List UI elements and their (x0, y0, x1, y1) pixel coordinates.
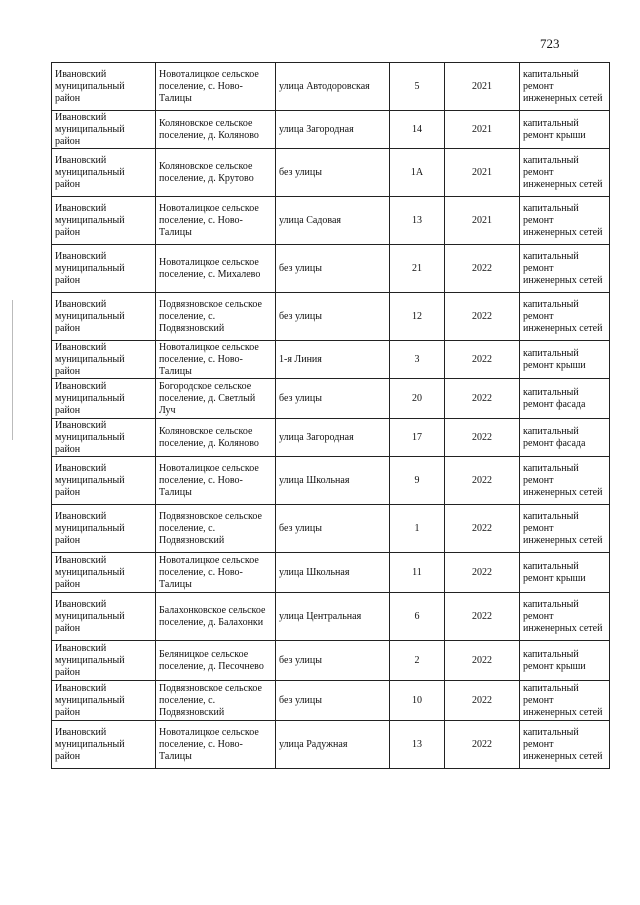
work-type-cell: капитальный ремонт крыши (520, 553, 610, 593)
year-cell: 2021 (445, 111, 520, 149)
work-type-cell: капитальный ремонт инженерных сетей (520, 293, 610, 341)
year-cell: 2022 (445, 681, 520, 721)
house-number-cell: 5 (390, 63, 445, 111)
street-cell: без улицы (276, 245, 390, 293)
district-cell: Ивановский муниципальный район (52, 111, 156, 149)
settlement-cell: Новоталицкое сельское поселение, с. Ново-Талицы (156, 457, 276, 505)
house-number-cell: 13 (390, 721, 445, 769)
work-type-cell: капитальный ремонт инженерных сетей (520, 681, 610, 721)
street-cell: без улицы (276, 505, 390, 553)
table-row (52, 681, 610, 721)
work-type-cell: капитальный ремонт инженерных сетей (520, 457, 610, 505)
work-type-cell: капитальный ремонт инженерных сетей (520, 149, 610, 197)
settlement-cell: Новоталицкое сельское поселение, с. Михалево (156, 245, 276, 293)
settlement-cell: Богородское сельское поселение, д. Светлый Луч (156, 379, 276, 419)
settlement-cell: Новоталицкое сельское поселение, с. Ново-Талицы (156, 63, 276, 111)
district-cell: Ивановский муниципальный район (52, 419, 156, 457)
year-cell: 2022 (445, 721, 520, 769)
year-cell: 2022 (445, 419, 520, 457)
street-cell: улица Загородная (276, 419, 390, 457)
street-cell: улица Садовая (276, 197, 390, 245)
settlement-cell: Новоталицкое сельское поселение, с. Ново-Талицы (156, 553, 276, 593)
year-cell: 2022 (445, 341, 520, 379)
work-type-cell: капитальный ремонт инженерных сетей (520, 245, 610, 293)
street-cell: без улицы (276, 293, 390, 341)
table-row (52, 341, 610, 379)
table-row (52, 721, 610, 769)
work-type-cell: капитальный ремонт фасада (520, 419, 610, 457)
table-row (52, 379, 610, 419)
house-number-cell: 1 (390, 505, 445, 553)
district-cell: Ивановский муниципальный район (52, 149, 156, 197)
year-cell: 2022 (445, 593, 520, 641)
district-cell: Ивановский муниципальный район (52, 553, 156, 593)
house-number-cell: 9 (390, 457, 445, 505)
year-cell: 2022 (445, 641, 520, 681)
street-cell: 1-я Линия (276, 341, 390, 379)
district-cell: Ивановский муниципальный район (52, 593, 156, 641)
page-number: 723 (540, 36, 560, 51)
table-row (52, 63, 610, 111)
year-cell: 2022 (445, 245, 520, 293)
year-cell: 2022 (445, 457, 520, 505)
district-cell: Ивановский муниципальный район (52, 341, 156, 379)
house-number-cell: 12 (390, 293, 445, 341)
district-cell: Ивановский муниципальный район (52, 245, 156, 293)
settlement-cell: Коляновское сельское поселение, д. Коляново (156, 419, 276, 457)
work-type-cell: капитальный ремонт инженерных сетей (520, 721, 610, 769)
district-cell: Ивановский муниципальный район (52, 63, 156, 111)
work-type-cell: капитальный ремонт крыши (520, 341, 610, 379)
table-row (52, 457, 610, 505)
district-cell: Ивановский муниципальный район (52, 641, 156, 681)
street-cell: без улицы (276, 149, 390, 197)
year-cell: 2022 (445, 379, 520, 419)
repair-registry-table (51, 62, 610, 769)
district-cell: Ивановский муниципальный район (52, 197, 156, 245)
house-number-cell: 2 (390, 641, 445, 681)
district-cell: Ивановский муниципальный район (52, 457, 156, 505)
house-number-cell: 11 (390, 553, 445, 593)
street-cell: улица Радужная (276, 721, 390, 769)
table-row (52, 593, 610, 641)
settlement-cell: Новоталицкое сельское поселение, с. Ново-Талицы (156, 721, 276, 769)
settlement-cell: Новоталицкое сельское поселение, с. Ново-Талицы (156, 341, 276, 379)
work-type-cell: капитальный ремонт инженерных сетей (520, 63, 610, 111)
street-cell: улица Автодоровская (276, 63, 390, 111)
street-cell: без улицы (276, 379, 390, 419)
table-row (52, 149, 610, 197)
house-number-cell: 21 (390, 245, 445, 293)
year-cell: 2022 (445, 293, 520, 341)
scan-margin-mark (12, 300, 13, 440)
district-cell: Ивановский муниципальный район (52, 505, 156, 553)
district-cell: Ивановский муниципальный район (52, 379, 156, 419)
street-cell: без улицы (276, 641, 390, 681)
year-cell: 2021 (445, 63, 520, 111)
work-type-cell: капитальный ремонт инженерных сетей (520, 593, 610, 641)
district-cell: Ивановский муниципальный район (52, 681, 156, 721)
house-number-cell: 6 (390, 593, 445, 641)
district-cell: Ивановский муниципальный район (52, 293, 156, 341)
table-row (52, 245, 610, 293)
table-row (52, 197, 610, 245)
year-cell: 2021 (445, 197, 520, 245)
settlement-cell: Балахонковское сельское поселение, д. Балахонки (156, 593, 276, 641)
street-cell: улица Загородная (276, 111, 390, 149)
year-cell: 2022 (445, 505, 520, 553)
settlement-cell: Коляновское сельское поселение, д. Крутово (156, 149, 276, 197)
house-number-cell: 14 (390, 111, 445, 149)
year-cell: 2022 (445, 553, 520, 593)
table-body (52, 63, 610, 769)
settlement-cell: Подвязновское сельское поселение, с. Подвязновский (156, 293, 276, 341)
street-cell: улица Центральная (276, 593, 390, 641)
table-row (52, 505, 610, 553)
settlement-cell: Подвязновское сельское поселение, с. Подвязновский (156, 505, 276, 553)
table-row (52, 419, 610, 457)
house-number-cell: 3 (390, 341, 445, 379)
street-cell: без улицы (276, 681, 390, 721)
house-number-cell: 17 (390, 419, 445, 457)
street-cell: улица Школьная (276, 457, 390, 505)
street-cell: улица Школьная (276, 553, 390, 593)
table-row (52, 293, 610, 341)
house-number-cell: 1А (390, 149, 445, 197)
settlement-cell: Подвязновское сельское поселение, с. Подвязновский (156, 681, 276, 721)
work-type-cell: капитальный ремонт крыши (520, 641, 610, 681)
work-type-cell: капитальный ремонт инженерных сетей (520, 505, 610, 553)
table-row (52, 111, 610, 149)
house-number-cell: 20 (390, 379, 445, 419)
settlement-cell: Коляновское сельское поселение, д. Коляново (156, 111, 276, 149)
house-number-cell: 10 (390, 681, 445, 721)
house-number-cell: 13 (390, 197, 445, 245)
work-type-cell: капитальный ремонт фасада (520, 379, 610, 419)
work-type-cell: капитальный ремонт крыши (520, 111, 610, 149)
year-cell: 2021 (445, 149, 520, 197)
settlement-cell: Новоталицкое сельское поселение, с. Ново-Талицы (156, 197, 276, 245)
table-row (52, 553, 610, 593)
settlement-cell: Беляницкое сельское поселение, д. Песочнево (156, 641, 276, 681)
district-cell: Ивановский муниципальный район (52, 721, 156, 769)
table-row (52, 641, 610, 681)
work-type-cell: капитальный ремонт инженерных сетей (520, 197, 610, 245)
